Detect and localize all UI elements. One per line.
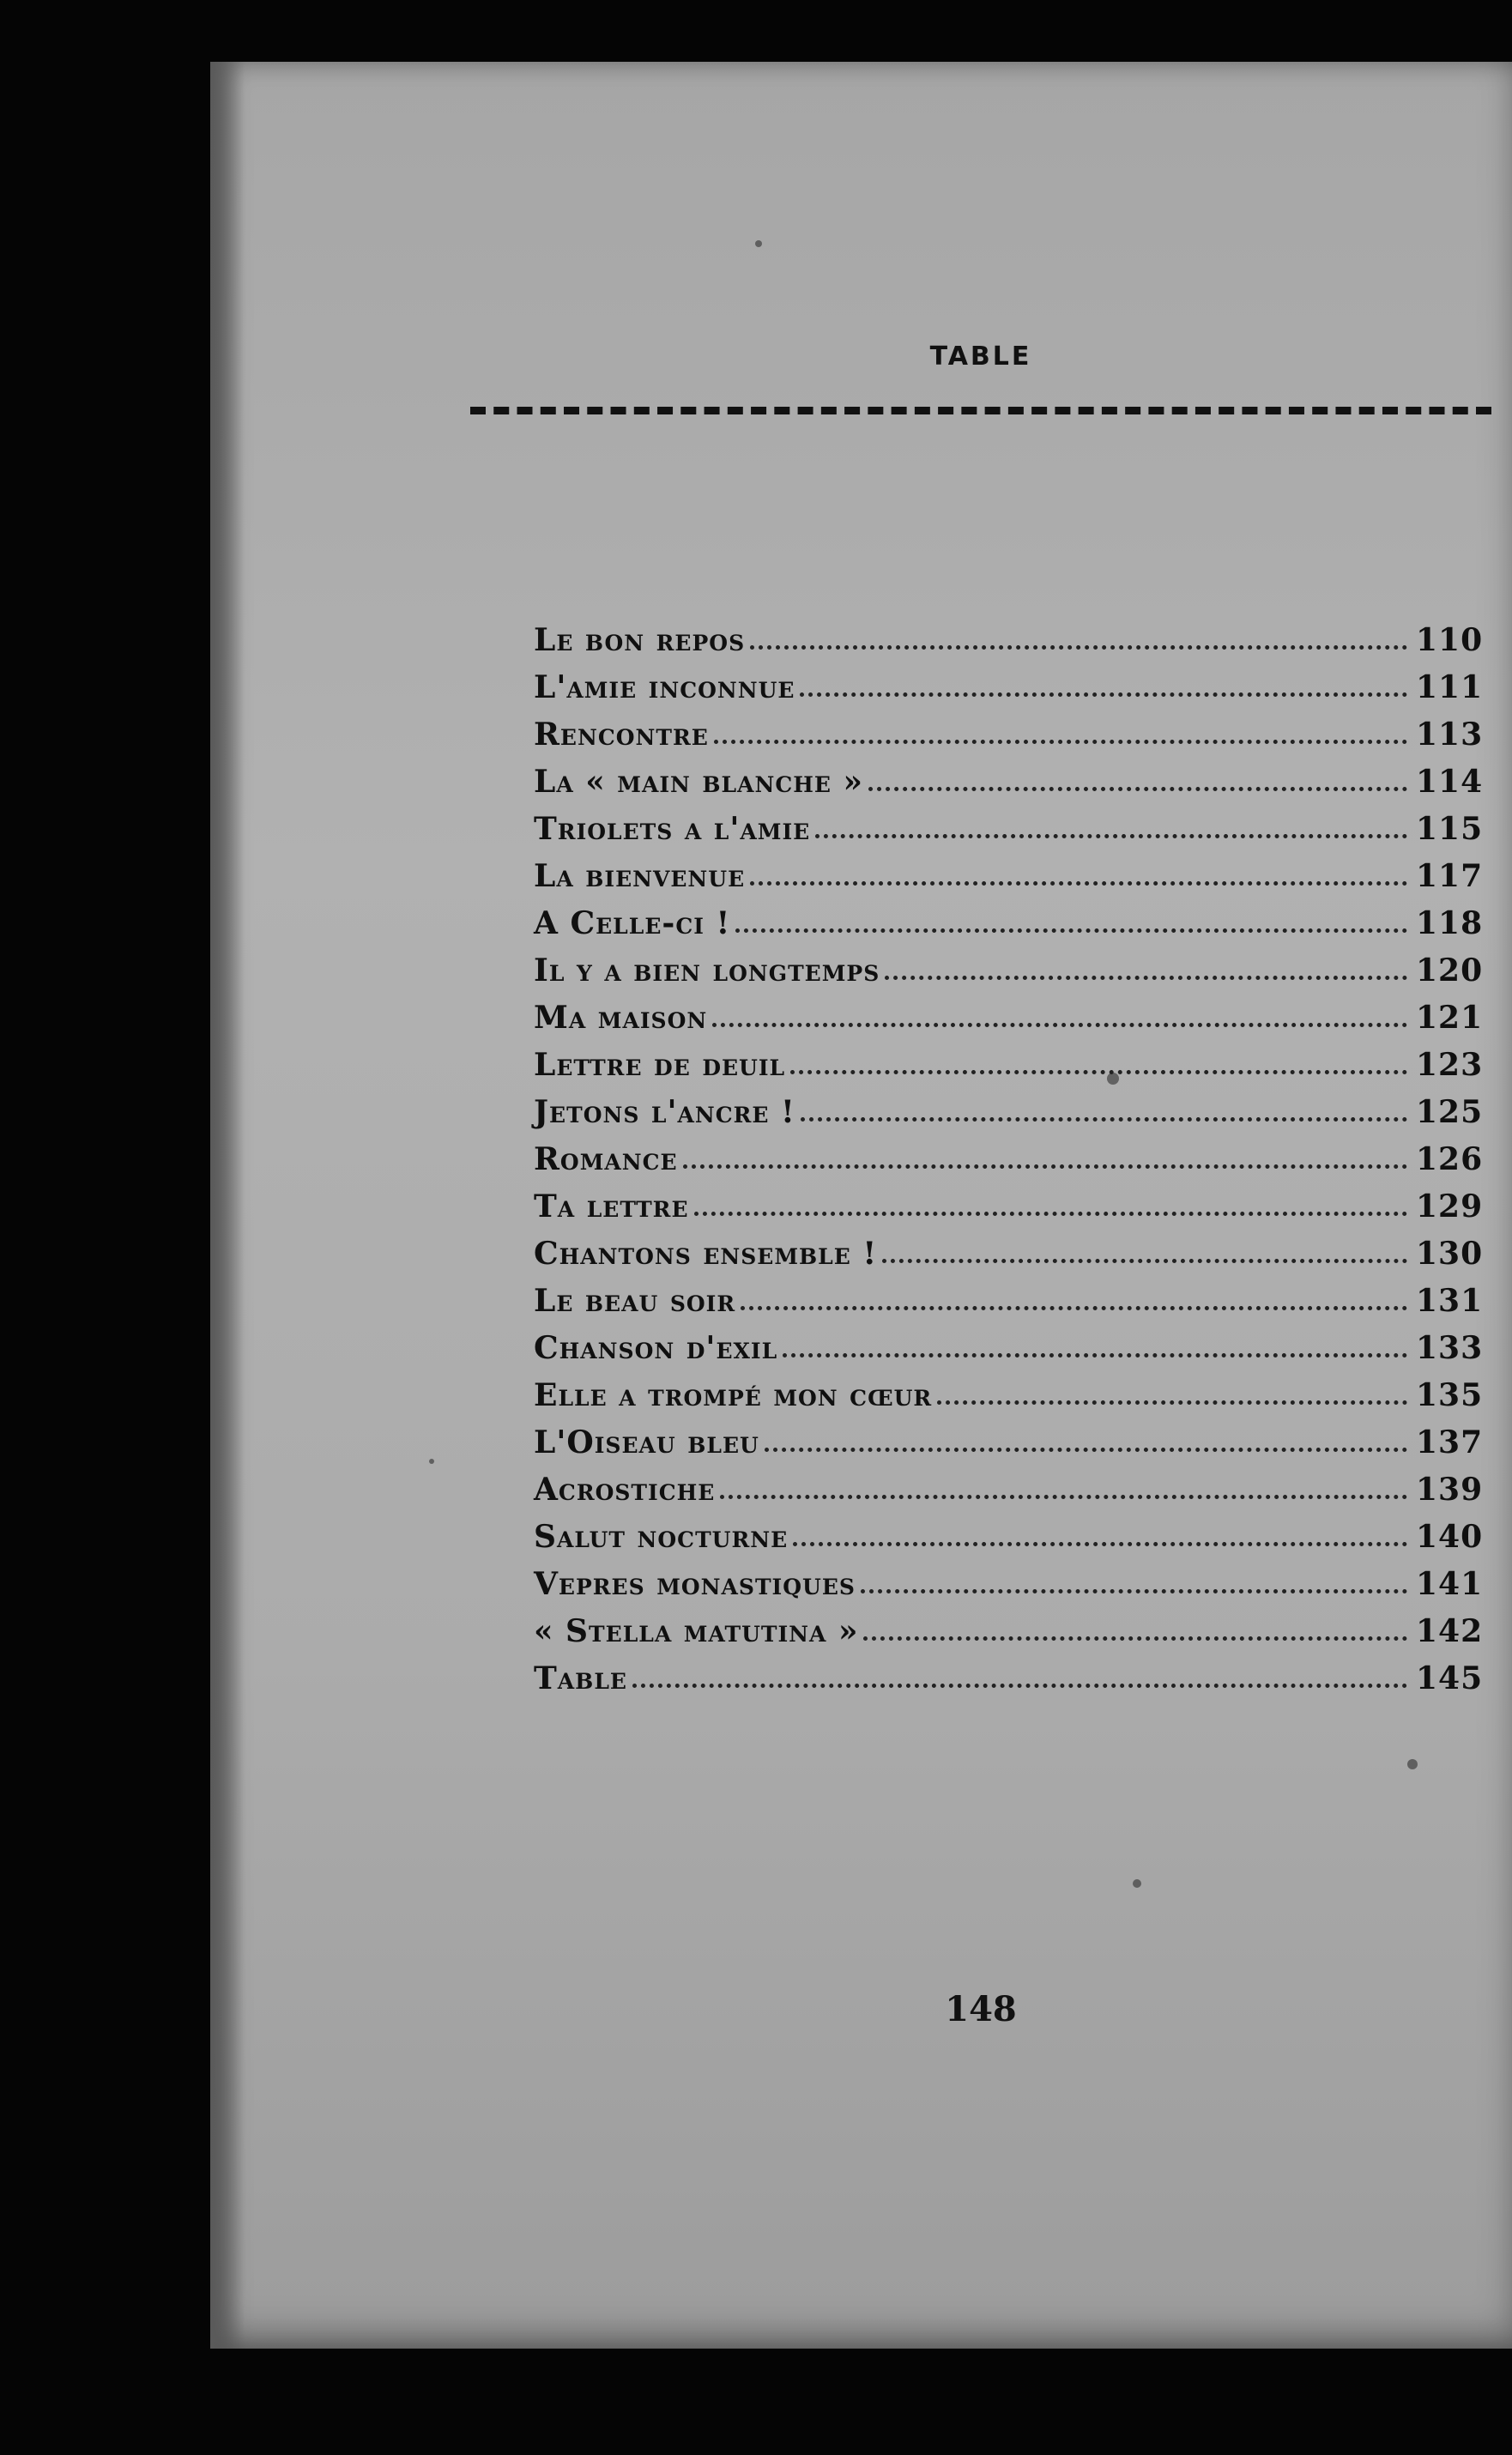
toc-entry-page: 111 xyxy=(1416,669,1484,705)
page-number: 148 xyxy=(945,1989,1017,2029)
toc-entry-title: Elle a trompé mon cœur xyxy=(534,1377,933,1413)
toc-entry-page: 114 xyxy=(1416,764,1484,800)
toc-leader-dots xyxy=(765,1448,1407,1452)
toc-entry-page: 139 xyxy=(1416,1472,1484,1508)
toc-entry xyxy=(534,1413,1484,1460)
toc-entry-page: 118 xyxy=(1416,905,1484,941)
page-gutter-shadow xyxy=(210,62,245,2349)
paper-speck xyxy=(1407,1759,1418,1769)
toc-entry-title: Chanson d'exil xyxy=(534,1330,778,1366)
toc-entry xyxy=(534,705,1484,753)
toc-entry-page: 126 xyxy=(1416,1141,1484,1177)
toc-leader-dots xyxy=(783,1353,1407,1358)
toc-entry-title: L'amie inconnue xyxy=(534,669,795,705)
toc-leader-dots xyxy=(861,1589,1407,1593)
toc-entry-title: L'Oiseau bleu xyxy=(534,1424,759,1460)
toc-entry xyxy=(534,1177,1484,1224)
toc-leader-dots xyxy=(741,1306,1407,1310)
toc-entry-title: Il y a bien longtemps xyxy=(534,952,880,989)
toc-entry xyxy=(534,1130,1484,1177)
table-of-contents xyxy=(534,611,1484,1696)
toc-entry-page: 117 xyxy=(1416,858,1484,894)
toc-entry-title: A Celle-ci ! xyxy=(534,905,731,941)
toc-entry-page: 129 xyxy=(1416,1188,1484,1224)
toc-entry-title: La bienvenue xyxy=(534,858,746,894)
toc-leader-dots xyxy=(712,1023,1407,1027)
toc-leader-dots xyxy=(714,740,1407,744)
toc-entry xyxy=(534,1460,1484,1508)
toc-entry-title: Salut nocturne xyxy=(534,1519,789,1555)
toc-entry-title: Acrostiche xyxy=(534,1472,716,1508)
toc-leader-dots xyxy=(801,1117,1407,1122)
toc-entry-page: 141 xyxy=(1416,1566,1484,1602)
toc-leader-dots xyxy=(750,881,1407,886)
paper-speck xyxy=(755,240,762,247)
toc-entry xyxy=(534,1083,1484,1130)
toc-entry xyxy=(534,894,1484,941)
toc-entry xyxy=(534,941,1484,989)
paper-speck xyxy=(1133,1879,1141,1888)
toc-entry-page: 113 xyxy=(1416,717,1484,753)
toc-leader-dots xyxy=(735,928,1407,933)
toc-entry xyxy=(534,1555,1484,1602)
toc-leader-dots xyxy=(720,1495,1407,1499)
toc-entry-title: Table xyxy=(534,1660,627,1696)
toc-entry-title: « Stella matutina » xyxy=(534,1613,859,1649)
toc-entry-title: Ta lettre xyxy=(534,1188,689,1224)
toc-entry xyxy=(534,1036,1484,1083)
toc-entry-title: Rencontre xyxy=(534,717,709,753)
toc-leader-dots xyxy=(793,1542,1407,1546)
toc-entry-page: 130 xyxy=(1416,1236,1484,1272)
toc-entry xyxy=(534,800,1484,847)
toc-entry-title: Triolets a l'amie xyxy=(534,811,811,847)
paper-speck xyxy=(429,1459,434,1464)
toc-leader-dots xyxy=(885,976,1407,980)
running-header: TABLE xyxy=(929,342,1032,372)
toc-entry-page: 145 xyxy=(1416,1660,1484,1696)
toc-entry-page: 123 xyxy=(1416,1047,1484,1083)
toc-entry-title: La « main blanche » xyxy=(534,764,863,800)
toc-entry-page: 131 xyxy=(1416,1283,1484,1319)
toc-leader-dots xyxy=(800,692,1407,697)
toc-leader-dots xyxy=(750,645,1407,650)
toc-entry xyxy=(534,1602,1484,1649)
toc-entry-page: 133 xyxy=(1416,1330,1484,1366)
toc-leader-dots xyxy=(683,1164,1407,1169)
toc-leader-dots xyxy=(790,1070,1407,1074)
toc-entry-page: 121 xyxy=(1416,1000,1484,1036)
toc-entry-title: Jetons l'ancre ! xyxy=(534,1094,795,1130)
toc-entry-title: Vepres monastiques xyxy=(534,1566,856,1602)
header-rule xyxy=(470,407,1491,414)
toc-entry xyxy=(534,658,1484,705)
toc-entry-title: Ma maison xyxy=(534,1000,708,1036)
toc-entry-title: Le bon repos xyxy=(534,622,746,658)
toc-entry xyxy=(534,1319,1484,1366)
toc-entry xyxy=(534,1508,1484,1555)
toc-entry-page: 115 xyxy=(1416,811,1484,847)
toc-entry xyxy=(534,1649,1484,1696)
toc-leader-dots xyxy=(882,1259,1407,1263)
toc-entry-page: 110 xyxy=(1416,622,1484,658)
toc-entry-title: Le beau soir xyxy=(534,1283,736,1319)
toc-leader-dots xyxy=(863,1636,1407,1641)
toc-entry-page: 142 xyxy=(1416,1613,1484,1649)
toc-entry-page: 140 xyxy=(1416,1519,1484,1555)
toc-entry-title: Lettre de deuil xyxy=(534,1047,786,1083)
toc-leader-dots xyxy=(815,834,1407,838)
toc-entry xyxy=(534,847,1484,894)
toc-entry xyxy=(534,753,1484,800)
toc-entry xyxy=(534,1224,1484,1272)
toc-entry xyxy=(534,611,1484,658)
toc-entry xyxy=(534,989,1484,1036)
toc-leader-dots xyxy=(937,1400,1407,1405)
toc-entry-title: Chantons ensemble ! xyxy=(534,1236,878,1272)
toc-entry-page: 135 xyxy=(1416,1377,1484,1413)
toc-leader-dots xyxy=(694,1212,1408,1216)
toc-leader-dots xyxy=(632,1684,1407,1688)
toc-leader-dots xyxy=(868,787,1407,791)
toc-entry-page: 120 xyxy=(1416,952,1484,989)
toc-entry-title: Romance xyxy=(534,1141,678,1177)
toc-entry-page: 125 xyxy=(1416,1094,1484,1130)
toc-entry xyxy=(534,1366,1484,1413)
toc-entry-page: 137 xyxy=(1416,1424,1484,1460)
toc-entry xyxy=(534,1272,1484,1319)
